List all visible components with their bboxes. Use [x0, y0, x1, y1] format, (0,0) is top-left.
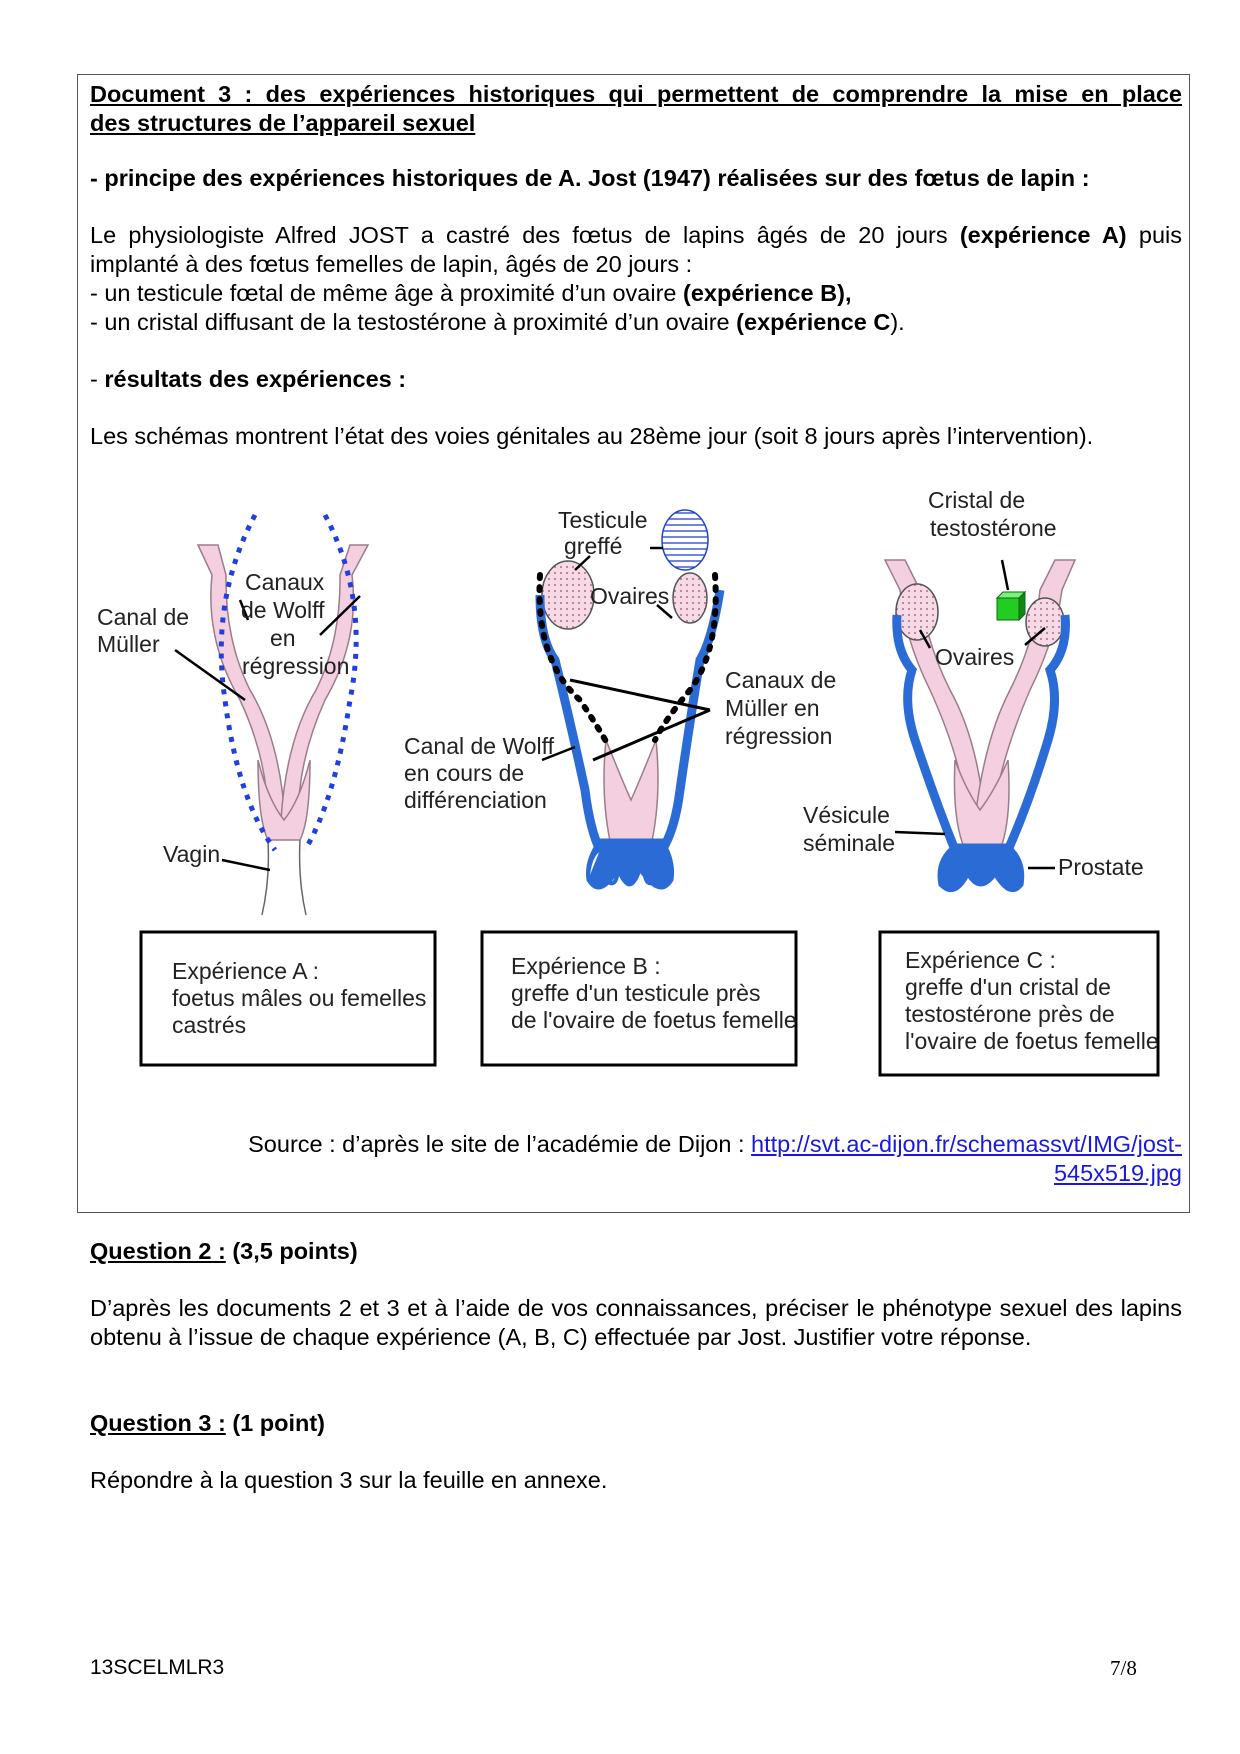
grafted-testis-b: [662, 510, 708, 570]
results-text: Les schémas montrent l’état des voies génitales au 28ème jour (soit 8 jours après l’intervention).: [90, 423, 1094, 449]
q2-label: Question 2 :: [90, 1238, 226, 1264]
exp-b-label: (expérience B),: [683, 280, 852, 306]
source-text: Source : d’après le site de l’académie de Dijon :: [248, 1131, 752, 1157]
diagram-c: [803, 487, 1144, 891]
source-citation: [248, 1130, 1182, 1188]
q2-points: (3,5 points): [225, 1238, 358, 1264]
exp-a-label: (expérience A): [959, 222, 1127, 248]
label-c-prostate: Prostate: [1058, 854, 1144, 880]
results-dash: -: [90, 366, 105, 392]
box-b-title: Expérience B :: [511, 953, 661, 979]
diagram-b: [404, 507, 836, 888]
exp-c-label: (expérience C: [736, 309, 891, 335]
label-b-wolff: Canal de Wolff: [404, 733, 555, 759]
wolff-duct-left-b: [540, 595, 600, 850]
footer-code: 13SCELMLR3: [90, 1656, 225, 1679]
source-link[interactable]: http://svt.ac-dijon.fr/schemassvt/IMG/jost-: [751, 1131, 1182, 1157]
title-line-2: des structures de l’appareil sexuel: [90, 110, 476, 136]
label-a-vagin: Vagin: [163, 841, 221, 867]
footer-page-number: 7/8: [1110, 1656, 1137, 1680]
ovary-right-b: [673, 573, 707, 623]
item-c-text: - un cristal diffusant de la testostérone à proximité d’un ovaire: [90, 309, 737, 335]
box-a-line-2: foetus mâles ou femelles: [172, 985, 427, 1011]
label-b-canaux-3: régression: [725, 723, 833, 749]
source-link-continued[interactable]: 545x519.jpg: [1053, 1160, 1182, 1186]
question-2-text: D’après les documents 2 et 3 et à l’aide de vos connaissances, préciser le phénotype sexuel des lapins obtenu à l’issue de chaque expérience (A, B, C) effectuée par Jost. Justifier votre réponse.: [90, 1295, 1182, 1350]
principle-heading: - principe des expériences historiques de A. Jost (1947) réalisées sur des fœtus de lapin :: [90, 165, 1090, 191]
box-experience-b: [482, 932, 797, 1065]
label-b-testicule: Testicule: [558, 507, 648, 533]
label-c-vesicule: Vésicule: [803, 802, 890, 828]
diagram-a: [97, 515, 368, 915]
label-a-muller: Canal de: [97, 604, 190, 630]
label-a-canaux: Canaux: [245, 569, 325, 595]
uterus-b: [604, 740, 658, 850]
box-a-line-3: castrés: [172, 1012, 247, 1038]
results-bold: résultats des expériences :: [104, 366, 407, 392]
box-b-line-3: de l'ovaire de foetus femelle: [511, 1007, 797, 1033]
intro-text-end: puis implanté à des fœtus femelles de lapin, âgés de 20 jours :: [90, 222, 1182, 277]
box-c-line-2: greffe d'un cristal de: [905, 974, 1111, 1000]
box-c-title: Expérience C :: [905, 947, 1056, 973]
question-3-text: Répondre à la question 3 sur la feuille en annexe.: [90, 1467, 608, 1493]
ovary-left-c: [896, 584, 938, 640]
item-c-end: ).: [890, 309, 905, 335]
q3-points: (1 point): [225, 1410, 325, 1436]
box-c-line-4: l'ovaire de foetus femelle: [905, 1028, 1159, 1054]
label-a-muller-2: Müller: [97, 631, 160, 657]
testosterone-crystal: [997, 592, 1025, 620]
seminal-b: [588, 840, 673, 888]
ovary-left-b: [542, 561, 594, 629]
box-a-title: Expérience A :: [172, 958, 320, 984]
box-experience-c: [880, 932, 1159, 1075]
label-b-canaux-2: Müller en: [725, 695, 820, 721]
label-a-canaux-4: régression: [242, 653, 350, 679]
label-b-wolff-2: en cours de: [404, 760, 525, 786]
seminal-c: [939, 845, 1023, 891]
vagina-a: [262, 840, 306, 915]
box-c-line-3: testostérone près de: [905, 1001, 1115, 1027]
label-a-canaux-3: en: [270, 625, 296, 651]
label-a-canaux-2: de Wolff: [241, 597, 325, 623]
label-c-cristal-2: testostérone: [930, 515, 1057, 541]
label-b-canaux: Canaux de: [725, 667, 837, 693]
intro-text: Le physiologiste Alfred JOST a castré des fœtus de lapins âgés de 20 jours: [90, 222, 960, 248]
label-c-vesicule-2: séminale: [803, 830, 896, 856]
wolff-duct-right-b: [662, 590, 720, 850]
label-c-ovaires: Ovaires: [935, 644, 1015, 670]
question-2-heading: [90, 1237, 1182, 1266]
title-line-1: Document 3 : des expériences historiques qui permettent de comprendre la mise en place: [90, 81, 1182, 107]
item-b-text: - un testicule fœtal de même âge à proximité d’un ovaire: [90, 280, 683, 306]
label-b-testicule-2: greffé: [564, 533, 623, 559]
label-b-ovaires: Ovaires: [590, 583, 670, 609]
box-experience-a: [141, 932, 435, 1065]
box-b-line-2: greffe d'un testicule près: [511, 980, 761, 1006]
label-b-wolff-3: différenciation: [404, 787, 547, 813]
question-3-heading: [90, 1409, 1182, 1438]
label-c-cristal: Cristal de: [928, 487, 1026, 513]
q3-label: Question 3 :: [90, 1410, 226, 1436]
